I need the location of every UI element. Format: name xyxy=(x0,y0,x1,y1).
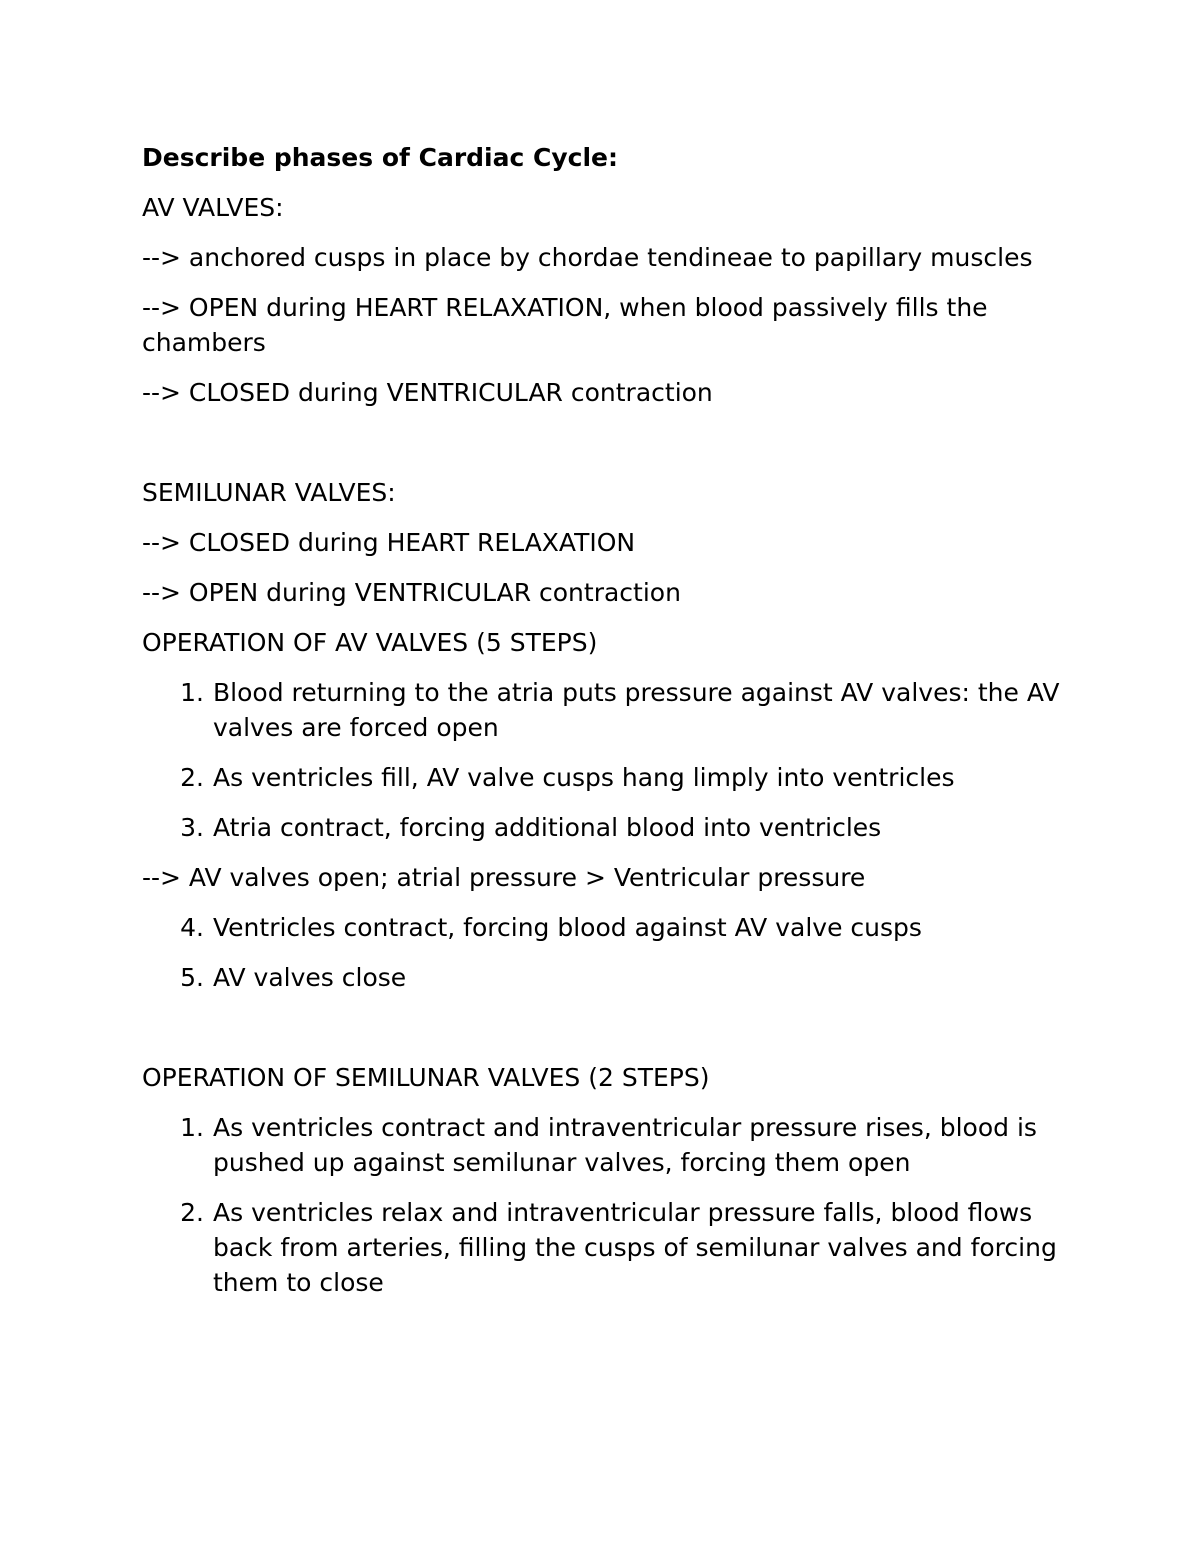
list-item-text: Ventricles contract, forcing blood against AV valve cusps xyxy=(213,913,922,942)
list-item-text: As ventricles relax and intraventricular pressure falls, blood flows back from arteries, filling the cusps of semilunar valves and forcing them to close xyxy=(213,1198,1057,1297)
list-item xyxy=(142,760,1062,795)
list-item-text: Blood returning to the atria puts pressure against AV valves: the AV valves are forced open xyxy=(213,678,1060,742)
document-page xyxy=(142,140,1062,1315)
operation-av-steps-list-continued xyxy=(142,910,1062,995)
list-item-number: 4. xyxy=(180,913,204,942)
list-item-text: Atria contract, forcing additional blood into ventricles xyxy=(213,813,882,842)
list-item xyxy=(142,1110,1062,1180)
av-valves-point: --> CLOSED during VENTRICULAR contraction xyxy=(142,378,713,407)
document-title: Describe phases of Cardiac Cycle: xyxy=(142,143,618,172)
list-item xyxy=(142,960,1062,995)
semilunar-valves-heading: SEMILUNAR VALVES: xyxy=(142,478,396,507)
semilunar-valves-point: --> OPEN during VENTRICULAR contraction xyxy=(142,578,681,607)
list-item xyxy=(142,810,1062,845)
operation-av-steps-list xyxy=(142,675,1062,845)
operation-av-heading: OPERATION OF AV VALVES (5 STEPS) xyxy=(142,628,598,657)
spacer xyxy=(142,1010,1062,1060)
list-item-text: AV valves close xyxy=(213,963,407,992)
list-item-number: 3. xyxy=(180,813,204,842)
operation-semilunar-heading: OPERATION OF SEMILUNAR VALVES (2 STEPS) xyxy=(142,1063,710,1092)
list-item-number: 5. xyxy=(180,963,204,992)
operation-av-note: --> AV valves open; atrial pressure > Ventricular pressure xyxy=(142,863,866,892)
av-valves-point: --> anchored cusps in place by chordae tendineae to papillary muscles xyxy=(142,243,1033,272)
operation-semilunar-steps-list xyxy=(142,1110,1062,1300)
semilunar-valves-point: --> CLOSED during HEART RELAXATION xyxy=(142,528,636,557)
spacer xyxy=(142,425,1062,475)
av-valves-point: --> OPEN during HEART RELAXATION, when blood passively fills the chambers xyxy=(142,293,988,357)
list-item-number: 1. xyxy=(180,678,204,707)
list-item-text: As ventricles contract and intraventricular pressure rises, blood is pushed up against semilunar valves, forcing them open xyxy=(213,1113,1037,1177)
list-item xyxy=(142,675,1062,745)
list-item xyxy=(142,1195,1062,1300)
list-item-number: 2. xyxy=(180,1198,204,1227)
list-item xyxy=(142,910,1062,945)
list-item-text: As ventricles fill, AV valve cusps hang limply into ventricles xyxy=(213,763,955,792)
list-item-number: 1. xyxy=(180,1113,204,1142)
av-valves-heading: AV VALVES: xyxy=(142,193,284,222)
list-item-number: 2. xyxy=(180,763,204,792)
